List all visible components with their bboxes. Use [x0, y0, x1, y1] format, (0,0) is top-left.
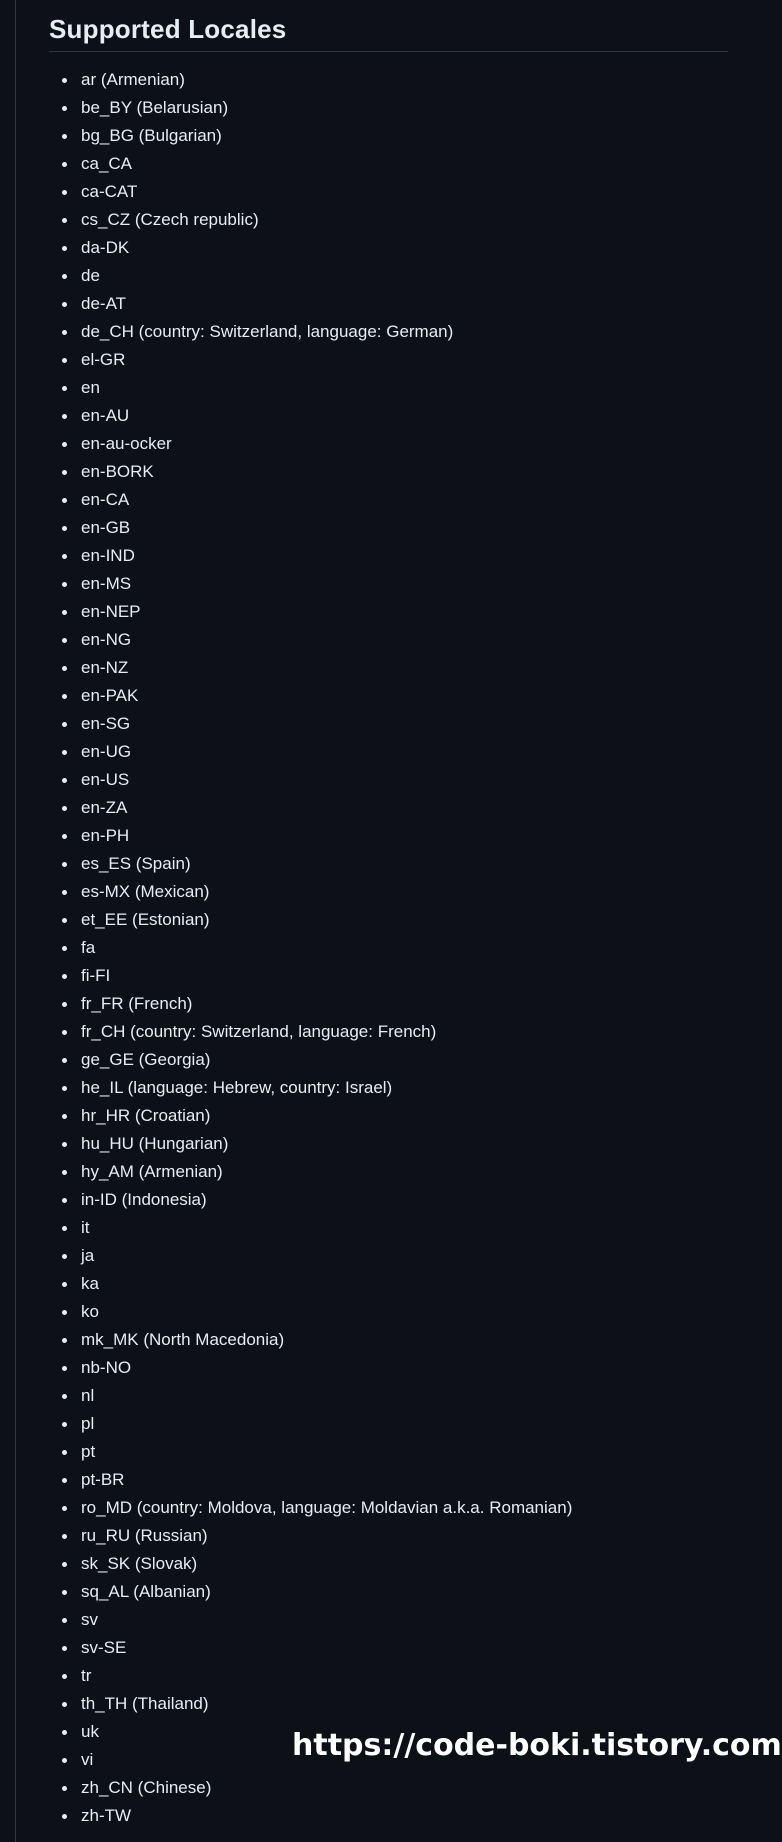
locale-list-item: fi-FI	[49, 962, 572, 990]
locale-list-item: nb-NO	[49, 1354, 572, 1382]
locale-list-item: fa	[49, 934, 572, 962]
locale-list-item: da-DK	[49, 234, 572, 262]
locale-list-item: he_IL (language: Hebrew, country: Israel)	[49, 1074, 572, 1102]
locale-list-item: be_BY (Belarusian)	[49, 94, 572, 122]
locale-list-item: et_EE (Estonian)	[49, 906, 572, 934]
locale-list-item: en	[49, 374, 572, 402]
locale-list-item: ar (Armenian)	[49, 66, 572, 94]
locale-list-item: en-UG	[49, 738, 572, 766]
locale-list-item: nl	[49, 1382, 572, 1410]
locale-list-item: in-ID (Indonesia)	[49, 1186, 572, 1214]
locale-list-item: pt-BR	[49, 1466, 572, 1494]
locale-list-item: th_TH (Thailand)	[49, 1690, 572, 1718]
locale-list-item: tr	[49, 1662, 572, 1690]
locale-list-item: ko	[49, 1298, 572, 1326]
locale-list-item: en-NZ	[49, 654, 572, 682]
locale-list-item: pt	[49, 1438, 572, 1466]
locale-list-item: vi	[49, 1746, 572, 1774]
locale-list-item: en-au-ocker	[49, 430, 572, 458]
locale-list-item: zh_CN (Chinese)	[49, 1774, 572, 1802]
locale-list-item: mk_MK (North Macedonia)	[49, 1326, 572, 1354]
locale-list-item: bg_BG (Bulgarian)	[49, 122, 572, 150]
locale-list-item: en-NG	[49, 626, 572, 654]
left-border-rule	[15, 0, 16, 1842]
locale-list-item: en-PH	[49, 822, 572, 850]
locale-list-item: pl	[49, 1410, 572, 1438]
locale-list-item: hu_HU (Hungarian)	[49, 1130, 572, 1158]
locale-list-item: en-AU	[49, 402, 572, 430]
locale-list-item: es_ES (Spain)	[49, 850, 572, 878]
section-heading: Supported Locales	[49, 0, 728, 52]
locale-list-item: en-IND	[49, 542, 572, 570]
locale-list-item: en-NEP	[49, 598, 572, 626]
locale-list-item: de-AT	[49, 290, 572, 318]
locale-list-item: sv-SE	[49, 1634, 572, 1662]
locale-list-item: fr_FR (French)	[49, 990, 572, 1018]
watermark-url: https://code-boki.tistory.com	[292, 1728, 782, 1763]
locale-list-item: en-PAK	[49, 682, 572, 710]
locale-list-item: en-CA	[49, 486, 572, 514]
locale-list-item: de	[49, 262, 572, 290]
locale-list-item: cs_CZ (Czech republic)	[49, 206, 572, 234]
locale-list-item: en-SG	[49, 710, 572, 738]
locale-list-item: ru_RU (Russian)	[49, 1522, 572, 1550]
locale-list-item: ca-CAT	[49, 178, 572, 206]
locale-list-item: ca_CA	[49, 150, 572, 178]
locale-list-item: uk	[49, 1718, 572, 1746]
locale-list-item: en-BORK	[49, 458, 572, 486]
locale-list-item: fr_CH (country: Switzerland, language: French)	[49, 1018, 572, 1046]
locale-list-item: sk_SK (Slovak)	[49, 1550, 572, 1578]
locale-list-item: es-MX (Mexican)	[49, 878, 572, 906]
locale-list-item: ka	[49, 1270, 572, 1298]
locale-list-item: de_CH (country: Switzerland, language: German)	[49, 318, 572, 346]
locale-list-item: hy_AM (Armenian)	[49, 1158, 572, 1186]
locale-list-item: en-GB	[49, 514, 572, 542]
locale-list-item: en-MS	[49, 570, 572, 598]
locale-list-item: sv	[49, 1606, 572, 1634]
locale-list-item: en-US	[49, 766, 572, 794]
locale-list-item: el-GR	[49, 346, 572, 374]
locale-list-item: ge_GE (Georgia)	[49, 1046, 572, 1074]
locale-list	[49, 66, 572, 1830]
locale-list-item: it	[49, 1214, 572, 1242]
locale-list-item: hr_HR (Croatian)	[49, 1102, 572, 1130]
locale-list-item: en-ZA	[49, 794, 572, 822]
locale-list-item: sq_AL (Albanian)	[49, 1578, 572, 1606]
locale-list-item: ro_MD (country: Moldova, language: Moldavian a.k.a. Romanian)	[49, 1494, 572, 1522]
locale-list-item: zh-TW	[49, 1802, 572, 1830]
locale-list-item: ja	[49, 1242, 572, 1270]
